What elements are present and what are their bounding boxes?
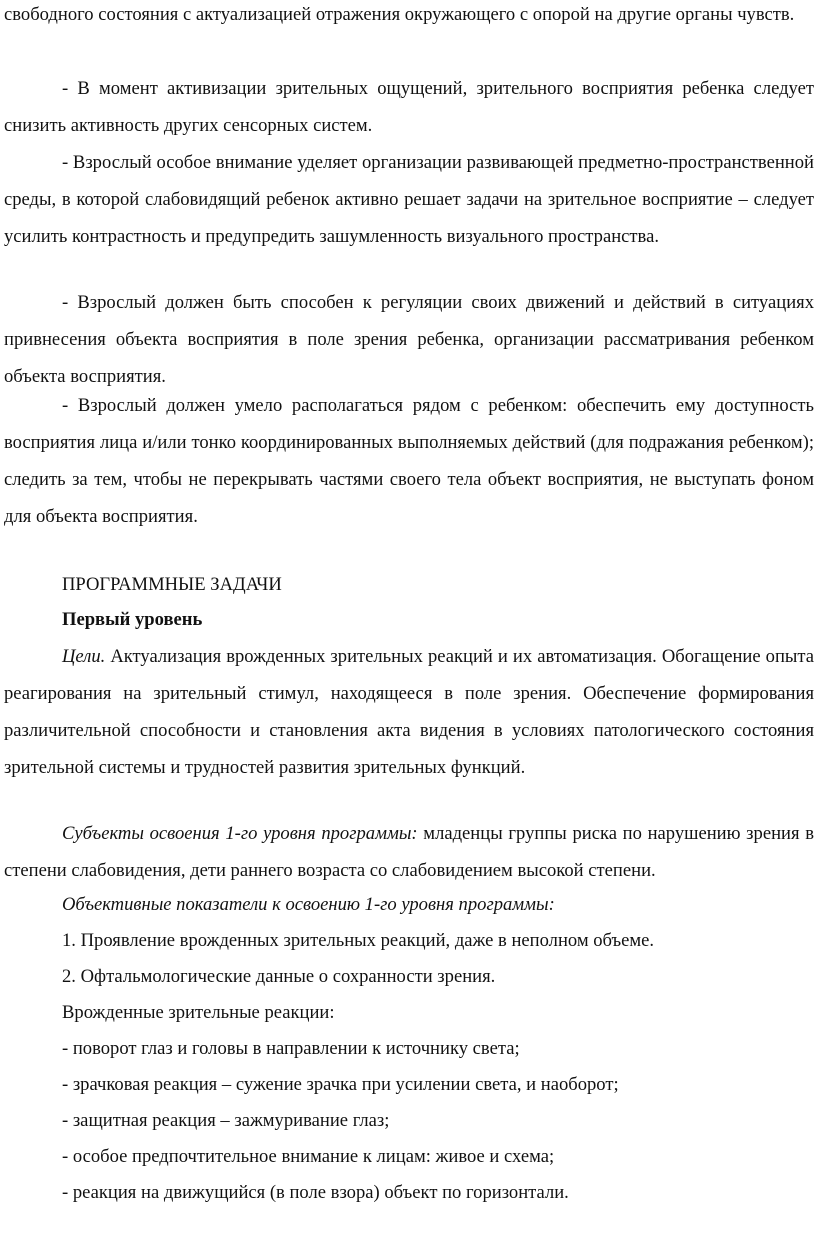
list-item: Врожденные зрительные реакции: — [62, 1002, 335, 1023]
list-item: - зрачковая реакция – сужение зрачка при усилении света, и наоборот; — [62, 1074, 619, 1095]
paragraph-goals — [0, 638, 816, 786]
level-title: Первый уровень — [62, 609, 203, 630]
list-item: 1. Проявление врожденных зрительных реакций, даже в неполном объеме. — [62, 930, 655, 951]
list-item: - особое предпочтительное внимание к лицам: живое и схема; — [62, 1146, 555, 1167]
list-item: - поворот глаз и головы в направлении к источнику света; — [62, 1038, 520, 1059]
subjects-label: Субъекты освоения 1-го уровня программы: — [62, 823, 418, 844]
list-item: - реакция на движущийся (в поле взора) объект по горизонтали. — [62, 1182, 569, 1203]
subjects-text: младенцы группы риска по нарушению зрения в степени слабовидения, дети раннего возраста со слабовидением высокой степени. — [4, 823, 814, 881]
goals-text: Актуализация врожденных зрительных реакций и их автоматизация. Обогащение опыта реагирования на зрительный стимул, находящееся в поле зрения. Обеспечение формирования различительной способности и становления акта видения в условиях патологического состояния зрительной системы и трудностей развития зрительных функций. — [4, 646, 814, 778]
section-title: ПРОГРАММНЫЕ ЗАДАЧИ — [62, 574, 282, 595]
paragraph-subjects — [0, 815, 816, 889]
paragraph-adult-regulation: - Взрослый должен быть способен к регуляции своих движений и действий в ситуациях привнесения объекта восприятия в поле зрения ребенка, организации рассматривания ребенком объекта восприятия. — [4, 292, 814, 387]
list-item: 2. Офтальмологические данные о сохранности зрения. — [62, 966, 496, 987]
paragraph-continuation: свободного состояния с актуализацией отражения окружающего с опорой на другие органы чувств. — [4, 4, 795, 25]
list-item: - защитная реакция – зажмуривание глаз; — [62, 1110, 390, 1131]
indicators-label: Объективные показатели к освоению 1-го уровня программы: — [62, 894, 555, 915]
goals-label: Цели. — [62, 646, 106, 667]
paragraph-visual-activation: - В момент активизации зрительных ощущений, зрительного восприятия ребенка следует снизить активность других сенсорных систем. — [4, 78, 814, 136]
paragraph-adult-position: - Взрослый должен умело располагаться рядом с ребенком: обеспечить ему доступность восприятия лица и/или тонко координированных выполняемых действий (для подражания ребенком); следить за тем, чтобы не перекрывать частями своего тела объект восприятия, не выступать фоном для объекта восприятия. — [4, 395, 814, 527]
paragraph-environment: - Взрослый особое внимание уделяет организации развивающей предметно-пространственной среды, в которой слабовидящий ребенок активно решает задачи на зрительное восприятие – следует усилить контрастность и предупредить зашумленность визуального пространства. — [4, 152, 814, 247]
